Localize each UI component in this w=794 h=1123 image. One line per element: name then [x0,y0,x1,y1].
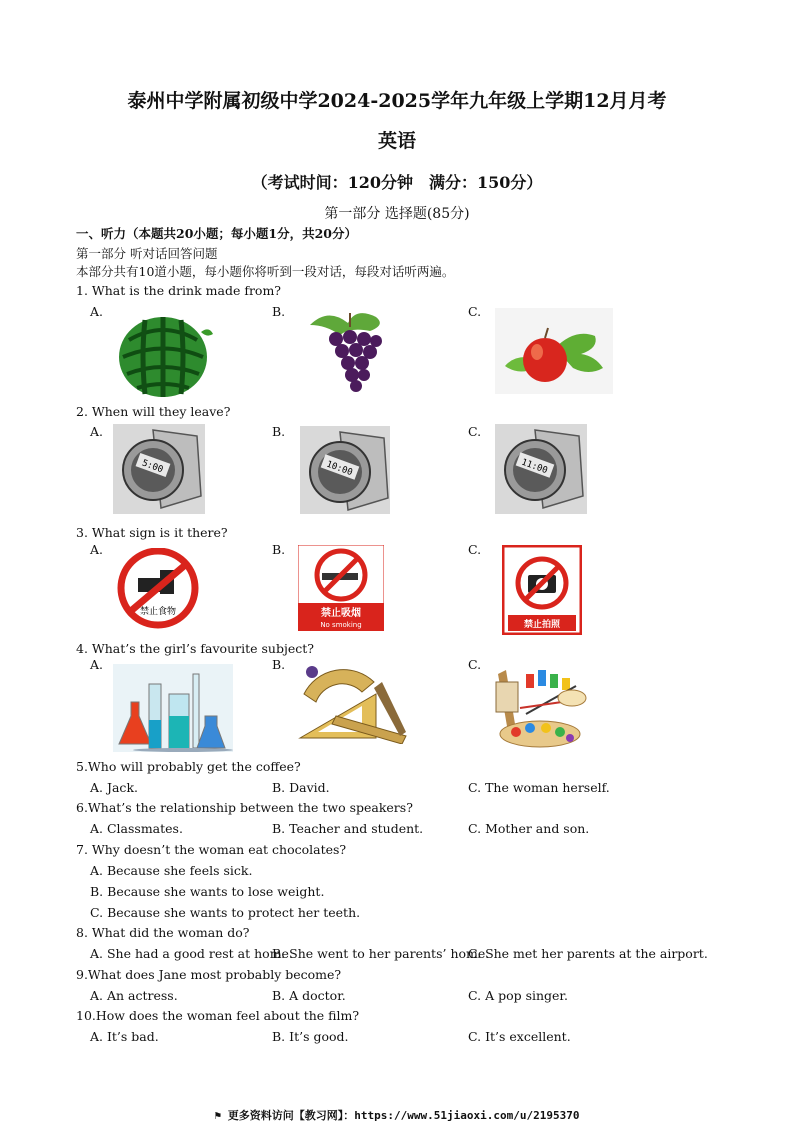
watch-image-b [300,426,390,514]
q6-option-b: B. Teacher and student. [272,821,424,836]
question-3: 3. What sign is it there? [76,525,228,540]
q3-option-b-label: B. [272,542,286,557]
no-food-sign-image [112,548,204,632]
watch-b-time: 10:00 [324,459,354,479]
math-tools-image [296,664,412,744]
q5-option-a: A. Jack. [90,780,138,795]
q9-option-b: B. A doctor. [272,988,346,1003]
question-6: 6.What’s the relationship between the two speakers? [76,800,413,815]
q8-option-c: C. She met her parents at the airport. [468,946,708,961]
question-10: 10.How does the woman feel about the film? [76,1008,360,1023]
no-smoking-sign-image [298,545,384,631]
question-2: 2. When will they leave? [76,404,231,419]
watermelon-image [115,310,215,400]
exam-info: （考试时间：120分钟 满分：150分） [251,173,543,192]
q4-option-c-label: C. [468,657,482,672]
section-heading: 一、听力（本题共20小题；每小题1分，共20分） [76,226,357,241]
question-5: 5.Who will probably get the coffee? [76,759,301,774]
q9-option-c: C. A pop singer. [468,988,569,1003]
q7-option-b: B. Because she wants to lose weight. [90,884,325,899]
question-8: 8. What did the woman do? [76,925,250,940]
q2-option-a-label: A. [90,424,104,439]
q3-option-c-label: C. [468,542,482,557]
q1-option-c-label: C. [468,304,482,319]
q8-option-a: A. She had a good rest at home. [90,946,293,961]
question-9: 9.What does Jane most probably become? [76,967,342,982]
q2-option-b-label: B. [272,424,286,439]
q6-option-c: C. Mother and son. [468,821,590,836]
q10-option-c: C. It’s excellent. [468,1029,571,1044]
q7-option-a: A. Because she feels sick. [90,863,253,878]
watch-a-time: 5:00 [140,458,165,476]
no-photo-sign-text: 禁止拍照 [523,620,561,630]
question-1: 1. What is the drink made from? [76,283,282,298]
no-photo-sign-image [502,545,582,635]
q2-option-c-label: C. [468,424,482,439]
q4-option-b-label: B. [272,657,286,672]
watch-image-a [113,424,205,514]
watch-c-time: 11:00 [519,457,549,477]
art-tools-image [490,664,590,750]
part-label: 第一部分 选择题(85分) [324,206,470,222]
q5-option-c: C. The woman herself. [468,780,610,795]
sub-heading: 第一部分 听对话回答问题 [76,246,218,261]
q3-option-a-label: A. [90,542,104,557]
q6-option-a: A. Classmates. [90,821,183,836]
flag-icon: ⚑ [214,1109,228,1122]
no-food-sign-text: 禁止食物 [139,607,177,617]
footer-text[interactable]: 更多资料访问【教习网】：https://www.51jiaoxi.com/u/2195370 [227,1109,580,1122]
no-smoking-sign-text: 禁止吸烟 [321,608,361,619]
science-lab-image [113,664,233,752]
apple-image [495,308,613,394]
q7-option-c: C. Because she wants to protect her teeth. [90,905,361,920]
q1-option-a-label: A. [90,304,104,319]
no-smoking-sign-text-en: No smoking [320,621,362,629]
q4-option-a-label: A. [90,657,104,672]
question-7: 7. Why doesn’t the woman eat chocolates? [76,842,347,857]
watch-image-c [495,424,587,514]
subject-title: 英语 [377,130,416,152]
q5-option-b: B. David. [272,780,330,795]
instructions: 本部分共有10道小题，每小题你将听到一段对话，每段对话听两遍。 [76,264,455,279]
q9-option-a: A. An actress. [90,988,178,1003]
exam-title: 泰州中学附属初级中学2024-2025学年九年级上学期12月月考 [127,90,667,112]
q10-option-a: A. It’s bad. [90,1029,159,1044]
grapes-image [300,305,400,395]
q8-option-b: B. She went to her parents’ home. [272,946,490,961]
question-4: 4. What’s the girl’s favourite subject? [76,641,314,656]
q1-option-b-label: B. [272,304,286,319]
q10-option-b: B. It’s good. [272,1029,349,1044]
footer-link[interactable] [0,1107,794,1123]
